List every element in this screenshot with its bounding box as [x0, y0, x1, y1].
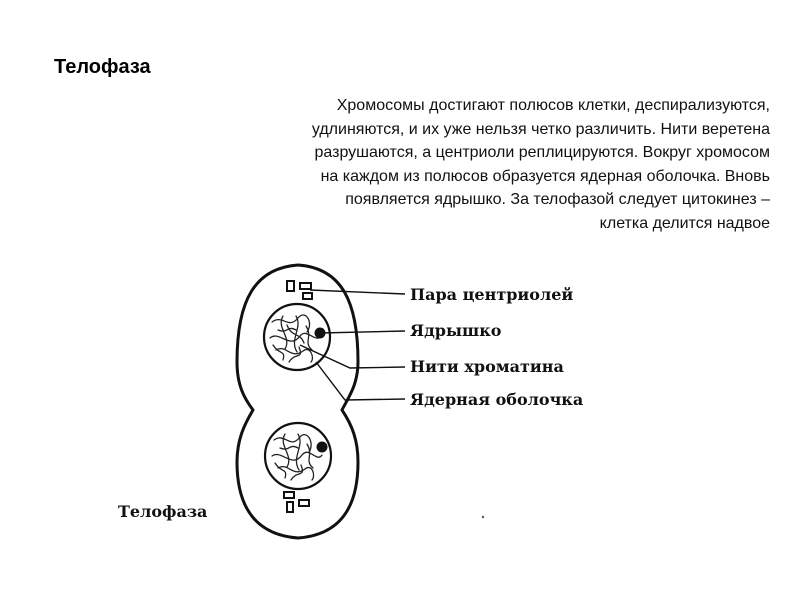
bottom-centriole-pair — [284, 492, 309, 512]
leader-line-nucleolus — [320, 331, 405, 333]
description-line: на каждом из полюсов образуется ядерная оболочка. Вновь — [320, 167, 770, 185]
top-centriole-pair — [287, 281, 312, 299]
description-line: удлиняются, и их уже нельзя четко различить. Нити веретена — [311, 120, 770, 138]
description-line: Хромосомы достигают полюсов клетки, деспирализуются, — [336, 97, 770, 114]
slide-title: Телофаза — [54, 56, 151, 78]
label-chromatin-threads: Нити хроматина — [410, 357, 564, 376]
description-line: клетка делится надвое — [599, 214, 770, 232]
description-line: разрушаются, а центриоли реплицируются. Вокруг хромосом — [314, 144, 770, 161]
bottom-nucleolus — [317, 442, 328, 453]
label-centriole-pair: Пара центриолей — [410, 285, 574, 304]
leader-line-centrioles — [310, 290, 405, 294]
diagram-caption: Телофаза — [118, 502, 208, 521]
label-nuclear-envelope: Ядерная оболочка — [410, 390, 584, 409]
speck — [482, 516, 484, 518]
description-line: появляется ядрышко. За телофазой следует цитокинез – — [345, 191, 770, 208]
label-nucleolus: Ядрышко — [410, 321, 502, 340]
